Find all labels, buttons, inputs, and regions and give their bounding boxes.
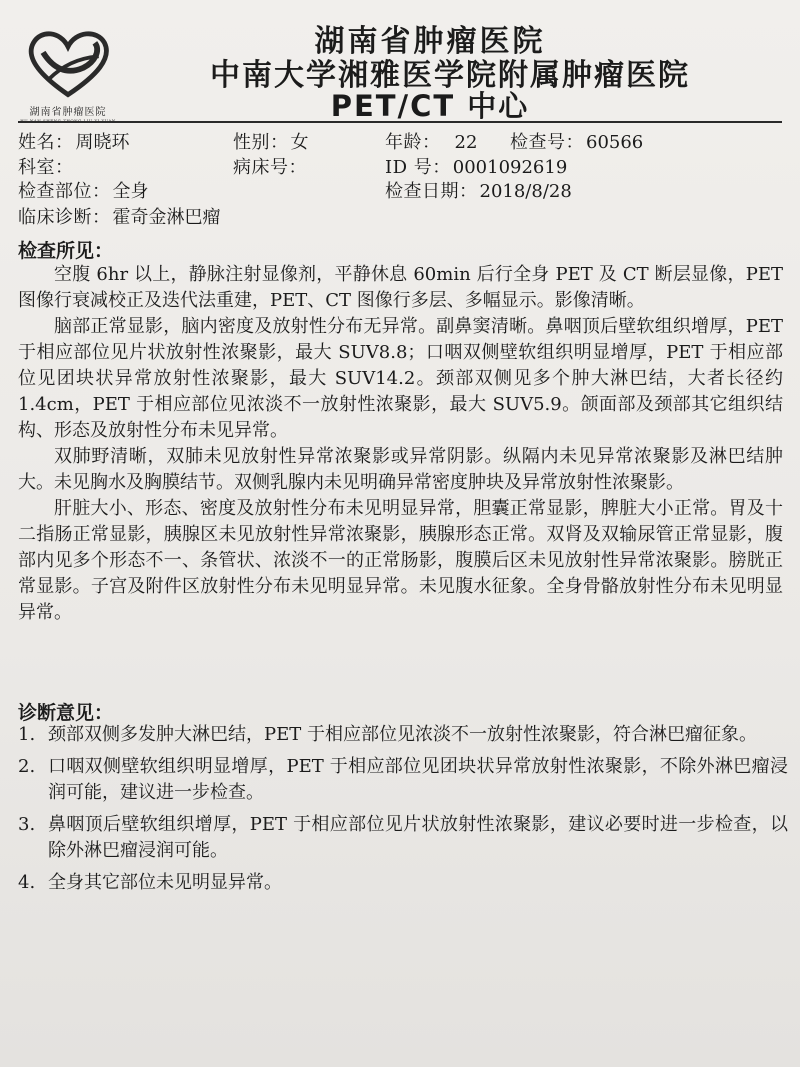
patient-age: 年龄： 22: [385, 132, 478, 153]
diagnosis-text: 鼻咽顶后壁软组织增厚，PET 于相应部位见片状放射性浓聚影，建议必要时进一步检查，以除外淋巴瘤浸润可能。: [48, 814, 788, 861]
patient-name: 姓名： 周晓环: [18, 132, 130, 153]
diagnosis-item: [18, 722, 788, 748]
department: 科室：: [18, 157, 74, 178]
logo-hospital-name: 湖南省肿瘤医院: [29, 107, 107, 118]
patient-id: ID 号： 0001092619: [385, 157, 568, 178]
findings-body: [18, 262, 783, 626]
diagnosis-number: 4.: [18, 872, 36, 893]
diagnosis-item: [18, 812, 788, 864]
exam-number: 检查号： 60566: [510, 132, 644, 153]
diagnosis-number: 2.: [18, 756, 36, 777]
bed-number: 病床号：: [233, 157, 307, 178]
exam-date: 检查日期： 2018/8/28: [385, 181, 572, 202]
report-title-line1: 湖南省肿瘤医院: [314, 24, 546, 59]
diagnosis-text: 全身其它部位未见明显异常。: [48, 872, 282, 893]
diagnosis-list: [18, 722, 788, 902]
findings-paragraph: 空腹 6hr 以上，静脉注射显像剂，平静休息 60min 后行全身 PET 及 CT 断层显像，PET 图像行衰减校正及迭代法重建，PET、CT 图像行多层、多幅显示。影像清晰。: [18, 264, 783, 311]
diagnosis-number: 3.: [18, 814, 36, 835]
findings-paragraph: 脑部正常显影，脑内密度及放射性分布无异常。副鼻窦清晰。鼻咽顶后壁软组织增厚，PET 于相应部位见片状放射性浓聚影，最大 SUV8.8；口咽双侧壁软组织明显增厚，PET 于相应部位见团块状异常放射性浓聚影，最大 SUV14.2。颈部双侧见多个肿大淋巴结，大者长径约 1.4cm，PET 于相应部位见浓淡不一放射性浓聚影，最大 SUV5.9。颌面部及颈部其它组织结构、形态及放射性分布未见异常。: [18, 316, 783, 441]
findings-title: 检查所见：: [18, 240, 114, 262]
diagnosis-item: [18, 870, 788, 896]
exam-site: 检查部位： 全身: [18, 181, 149, 202]
patient-sex: 性别： 女: [233, 132, 309, 153]
diagnosis-text: 颈部双侧多发肿大淋巴结，PET 于相应部位见浓淡不一放射性浓聚影，符合淋巴瘤征象。: [48, 724, 757, 745]
report-title-line2: 中南大学湘雅医学院附属肿瘤医院: [210, 58, 690, 93]
diagnosis-number: 1.: [18, 724, 36, 745]
hospital-logo: [20, 22, 116, 123]
clinical-diagnosis: 临床诊断： 霍奇金淋巴瘤: [18, 207, 221, 228]
diagnosis-title: 诊断意见：: [18, 702, 114, 724]
header-divider: [18, 121, 782, 123]
logo-subtitle: HU NAN SHENG ZHONG LIU YI YUAN: [20, 118, 116, 123]
findings-paragraph: 肝脏大小、形态、密度及放射性分布未见明显异常，胆囊正常显影，脾脏大小正常。胃及十二指肠正常显影，胰腺区未见放射性异常浓聚影，胰腺形态正常。双肾及双输尿管正常显影，腹部内见多个形态不一、条管状、浓淡不一的正常肠影，腹膜后区未见放射性异常浓聚影。膀胱正常显影。子宫及附件区放射性分布未见明显异常。未见腹水征象。全身骨骼放射性分布未见明显异常。: [18, 498, 783, 623]
heart-ribbon-logo-icon: [20, 22, 116, 102]
diagnosis-item: [18, 754, 788, 806]
diagnosis-text: 口咽双侧壁软组织明显增厚，PET 于相应部位见团块状异常放射性浓聚影，不除外淋巴瘤浸润可能，建议进一步检查。: [48, 756, 788, 803]
report-title-line3: PET/CT 中心: [330, 89, 530, 123]
findings-paragraph: 双肺野清晰，双肺未见放射性异常浓聚影或异常阴影。纵隔内未见异常浓聚影及淋巴结肿大。未见胸水及胸膜结节。双侧乳腺内未见明确异常密度肿块及异常放射性浓聚影。: [18, 446, 783, 493]
